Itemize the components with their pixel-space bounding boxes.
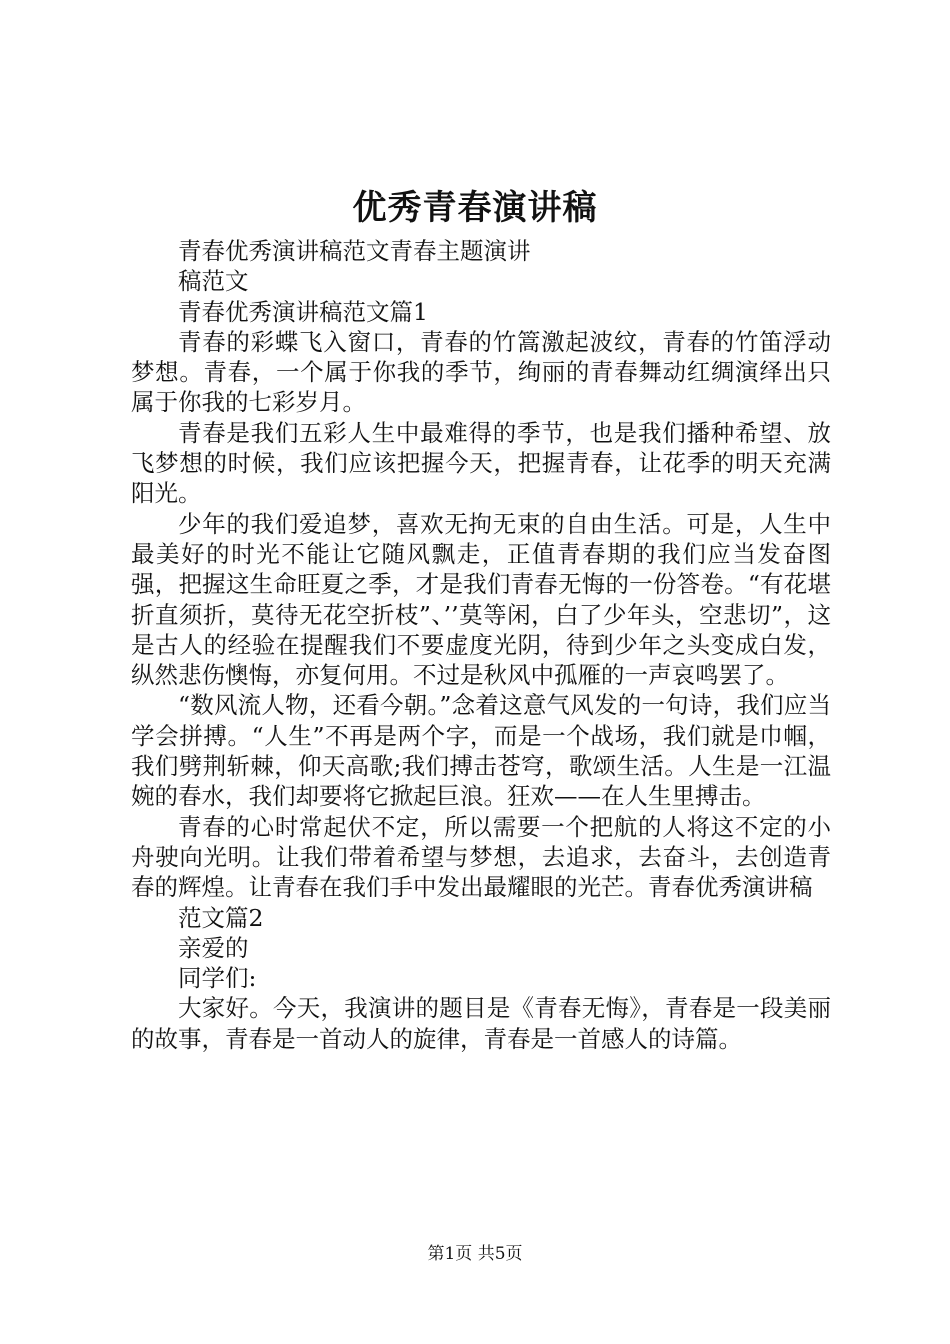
paragraph: 同学们: — [178, 964, 257, 993]
paragraph: 亲爱的 — [178, 933, 249, 962]
page-footer: 第1页 共5页 — [427, 1244, 523, 1264]
paragraph: 大家好。今天，我演讲的题目是《青春无悔》，青春是一段美丽的故事，青春是一首动人的旋律，青春是一首感人的诗篇。 — [131, 994, 831, 1053]
paragraph: “数风流人物，还看今朝。”念着这意气风发的一句诗，我们应当学会拼搏。“人生”不再是两个字，而是一个战场，我们就是巾帼，我们劈荆斩棘，仰天高歌;我们搏击苍穹，歌颂生活。人生是一江温婉的春水，我们却要将它掀起巨浪。狂欢——在人生里搏击。 — [131, 691, 831, 811]
paragraph: 青春优秀演讲稿范文青春主题演讲 — [178, 237, 531, 265]
paragraph: 青春的彩蝶飞入窗口，青春的竹篙激起波纹，青春的竹笛浮动梦想。青春，一个属于你我的季节，绚丽的青春舞动红绸演绎出只属于你我的七彩岁月。 — [131, 327, 831, 417]
paragraph: 青春优秀演讲稿范文篇1 — [178, 297, 428, 326]
paragraph: 稿范文 — [178, 267, 249, 296]
document-title: 优秀青春演讲稿 — [352, 188, 598, 228]
paragraph: 青春的心时常起伏不定，所以需要一个把航的人将这不定的小舟驶向光明。让我们带着希望与梦想，去追求，去奋斗，去创造青春的辉煌。让青春在我们手中发出最耀眼的光芒。青春优秀演讲稿 — [131, 812, 831, 902]
paragraph: 青春是我们五彩人生中最难得的季节，也是我们播种希望、放飞梦想的时候，我们应该把握今天，把握青春，让花季的明天充满阳光。 — [131, 418, 831, 508]
paragraph: 少年的我们爱追梦，喜欢无拘无束的自由生活。可是，人生中最美好的时光不能让它随风飘走，正值青春期的我们应当发奋图强，把握这生命旺夏之季，才是我们青春无悔的一份答卷。“有花堪折直须折，莫待无花空折枝”、’’莫等闲，白了少年头，空悲切”，这是古人的经验在提醒我们不要虚度光阴，待到少年之头变成白发，纵然悲伤懊悔，亦复何用。不过是秋风中孤雁的一声哀鸣罢了。 — [131, 509, 831, 690]
document-body — [131, 236, 831, 1054]
paragraph: 范文篇2 — [178, 903, 264, 932]
